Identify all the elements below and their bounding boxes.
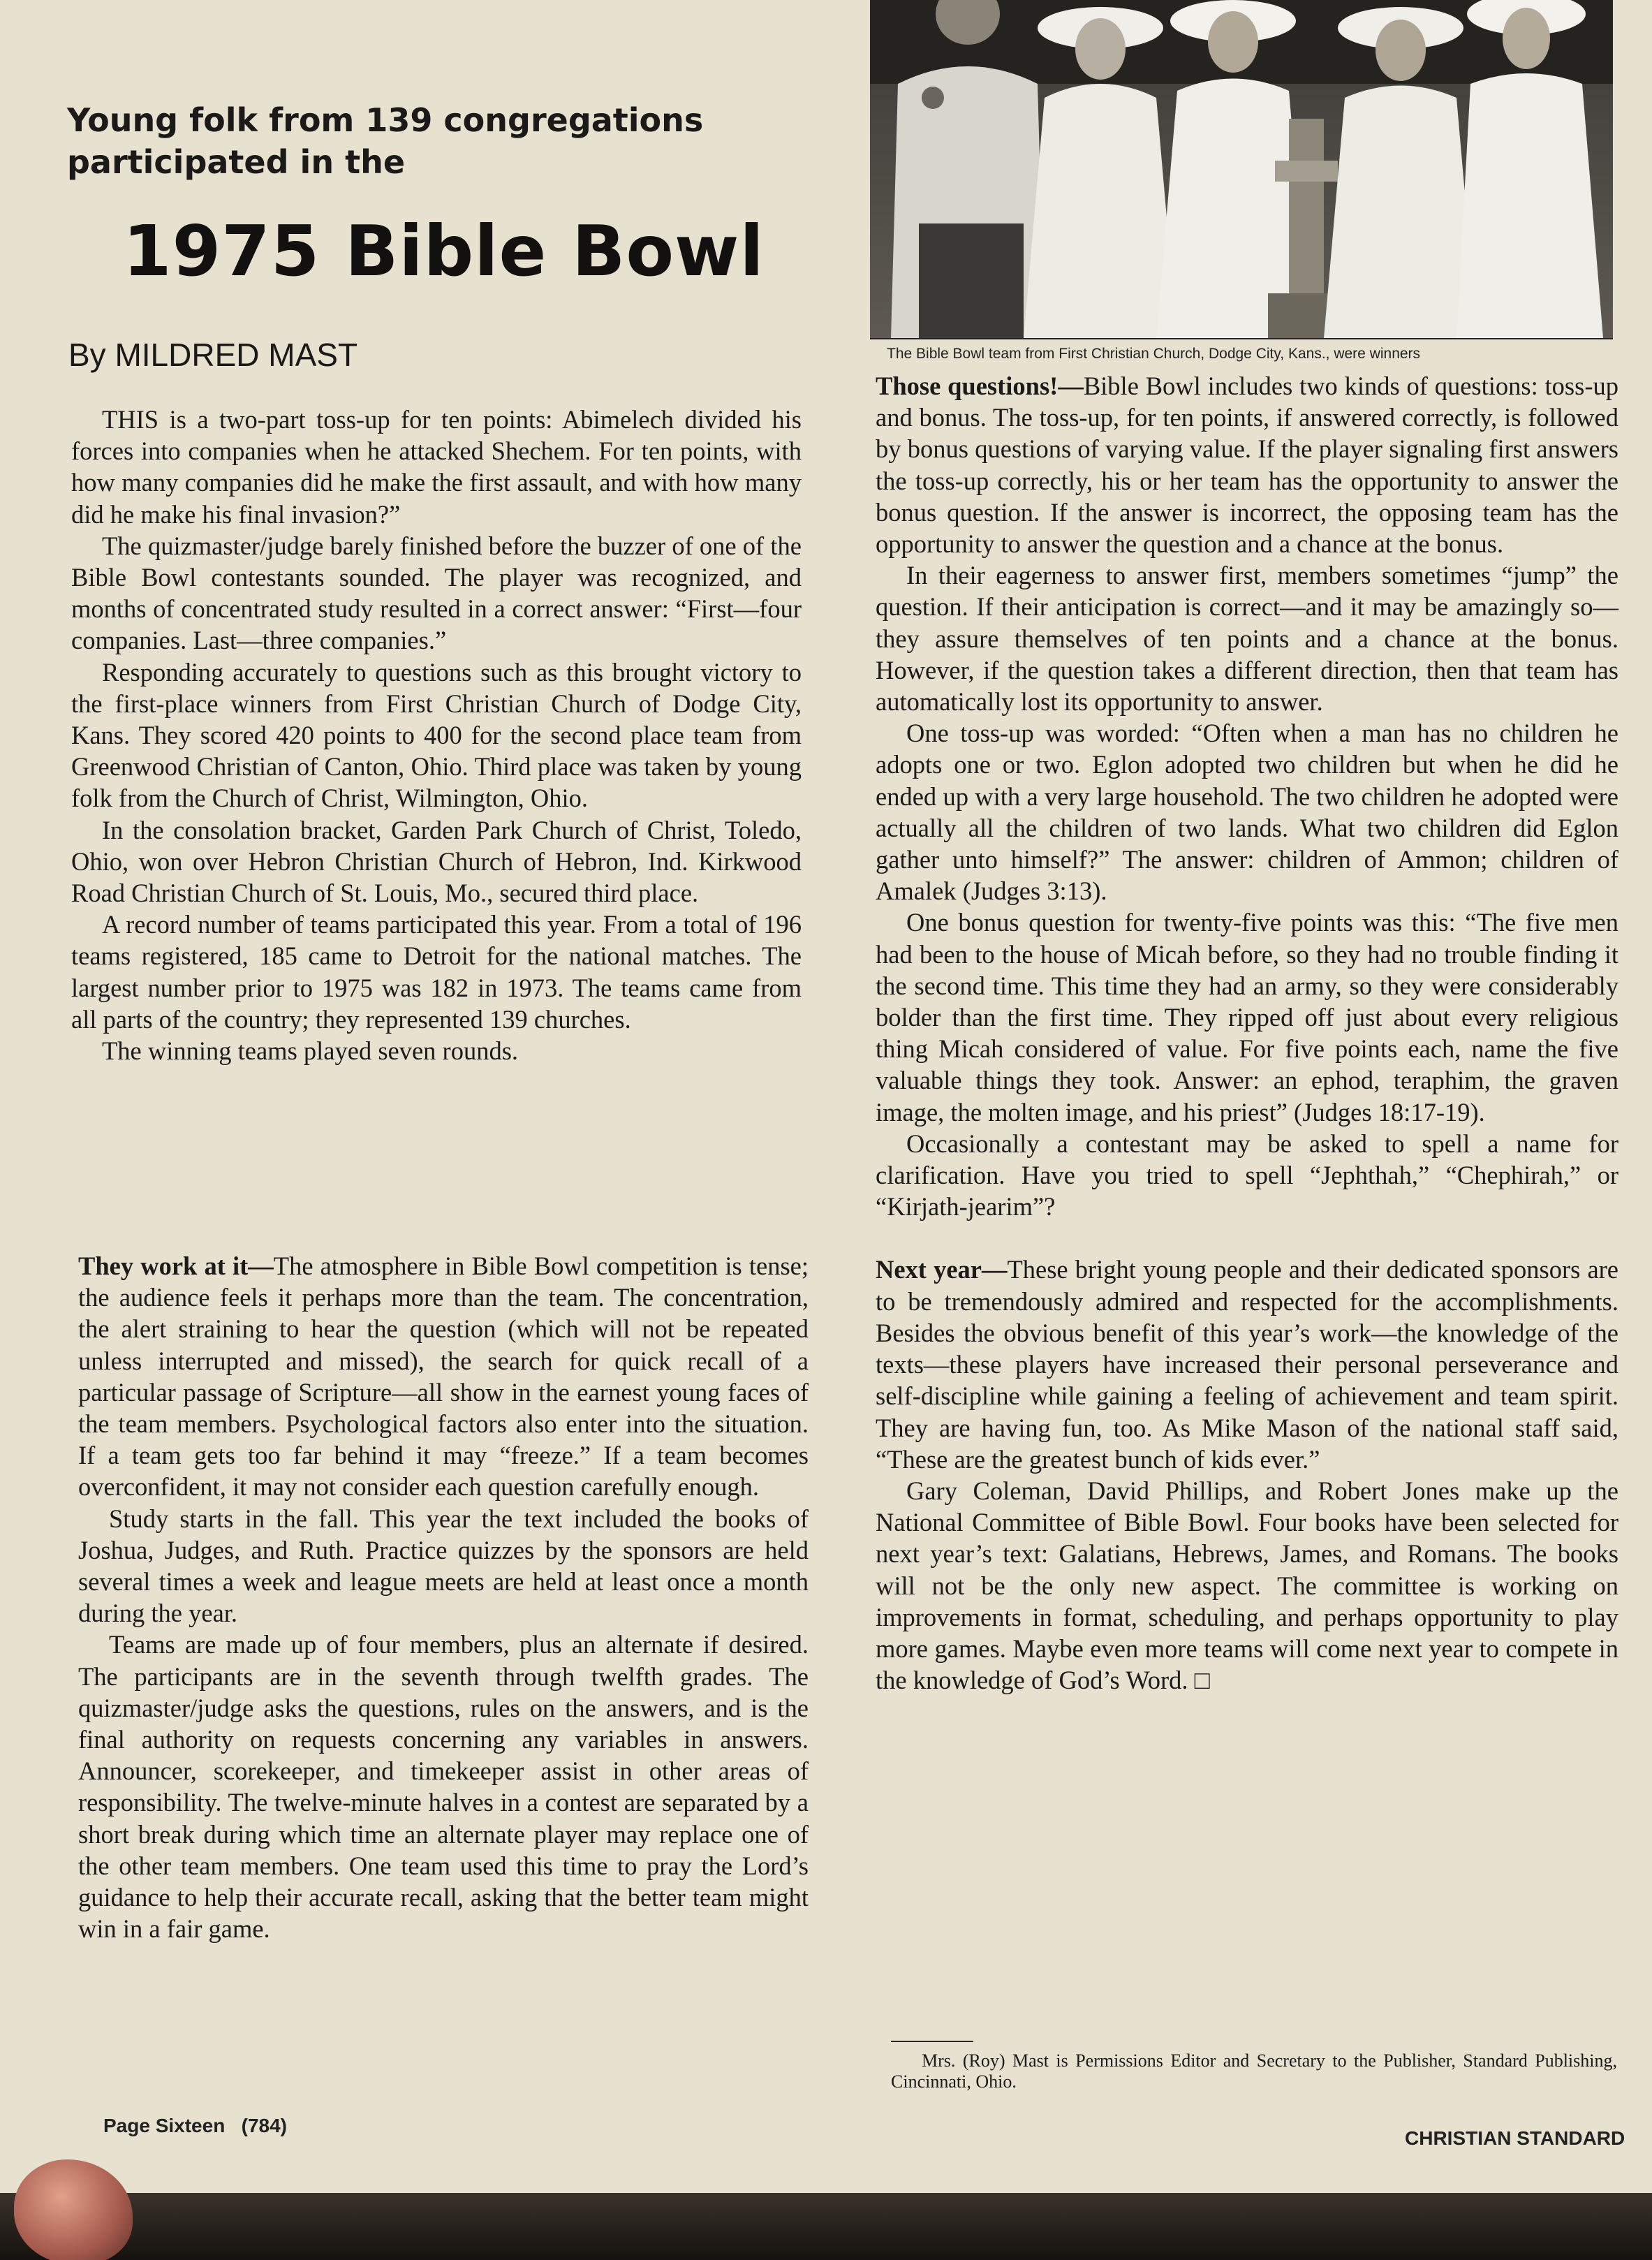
section-gap — [876, 1222, 1618, 1254]
section-paragraph — [876, 1254, 1618, 1474]
section-heading: Next year— — [876, 1255, 1008, 1284]
section-paragraph — [876, 370, 1618, 559]
left-column-intro — [71, 404, 802, 1066]
right-column — [876, 370, 1618, 1696]
section-heading: They work at it— — [78, 1252, 274, 1280]
paragraph: THIS is a two-part toss-up for ten points: Abimelech divided his forces into companies when he attacked Shechem. For ten points, with how many companies did he make the first assault, and with how many did he make his final invasion?” — [71, 405, 802, 529]
paragraph: Teams are made up of four members, plus an alternate if desired. The participants are in the seventh through twelfth grades. The quizmaster/judge asks the questions, rules on the answers, and is the final authority on requests concerning any variables in answers. Announcer, scorekeeper, and timekeeper assist in other areas of responsibility. The twelve-minute halves in a contest are separated by a short break during which time an alternate player may replace one of the other team members. One team used this time to pray the Lord’s guidance to help their accurate recall, asking that the better team might win in a fair game. — [78, 1630, 809, 1944]
page-edge-shadow — [0, 2193, 1652, 2260]
page-number: Page Sixteen (784) — [103, 2115, 288, 2136]
paragraph: Study starts in the fall. This year the text included the books of Joshua, Judges, and Ruth. Practice quizzes by the sponsors are held several times a week and league meets are held at least once a month during the year. — [78, 1504, 809, 1628]
paragraph: The quizmaster/judge barely finished before the buzzer of one of the Bible Bowl contestants sounded. The player was recognized, and months of concentrated study resulted in a correct answer: “First—four companies. Last—three companies.” — [71, 531, 802, 655]
paragraph: In their eagerness to answer first, members sometimes “jump” the question. If their anticipation is correct—and it may be amazingly so—they assure themselves of ten points and a chance at the bonus. However, if the question takes a different direction, then that team has automatically lost its opportunity to answer. — [876, 561, 1618, 717]
section-heading: Those questions!— — [876, 372, 1084, 400]
team-photo — [870, 0, 1613, 339]
article-kicker: Young folk from 139 congregations participated in the — [67, 101, 704, 181]
paragraph: Gary Coleman, David Phillips, and Robert Jones make up the National Committee of Bible Bowl. Four books have been selected for next year’s text: Galatians, Hebrews, James, and Romans. The books will not be the only new aspect. The committee is working on improvements in format, scheduling, and perhaps opportunity to play more games. Maybe even more teams will come next year to compete in the knowledge of God’s Word. □ — [876, 1476, 1618, 1695]
paragraph: One toss-up was worded: “Often when a man has no children he adopts one or two. Eglon adopted two children but when he did he ended up with a very large household. The two children he adopted were actually all the children of two lands. What two children did Eglon gather unto himself?” The answer: children of Ammon; children of Amalek (Judges 3:13). — [876, 719, 1618, 906]
publication-name: CHRISTIAN STANDARD — [1405, 2127, 1625, 2149]
byline: By MILDRED MAST — [68, 337, 358, 373]
section-text: The atmosphere in Bible Bowl competition is tense; the audience feels it perhaps more than the team. The concentration, the alert straining to hear the question (which will not be repeated unless interrupted and missed), the search for quick recall of a particular passage of Scripture—all show in the earnest young faces of the team members. Psychological factors also enter into the situation. If a team gets too far behind it may “freeze.” If a team becomes overconfident, it may not consider each question carefully enough. — [78, 1252, 809, 1502]
paragraph: In the consolation bracket, Garden Park Church of Christ, Toledo, Ohio, won over Hebron Christian Church of Hebron, Ind. Kirkwood Road Christian Church of St. Louis, Mo., secured third place. — [71, 815, 802, 908]
left-column-they-work — [78, 1250, 809, 1944]
section-paragraph — [78, 1250, 809, 1503]
section-text: Bible Bowl includes two kinds of questions: toss-up and bonus. The toss-up, for ten points, if answered correctly, is followed by bonus questions of varying value. If the player signaling first answers the toss-up correctly, his or her team has the opportunity to answer the bonus question. If the answer is incorrect, the opposing team has the opportunity to answer the question and a chance at the bonus. — [876, 372, 1618, 559]
paragraph: One bonus question for twenty-five points was this: “The five men had been to the house of Micah before, so they had no trouble finding it the second time. This time they had an army, so they were considerably bolder than the first time. They ripped off just about every religious thing Micah considered of value. For five points each, name the five valuable things they took. Answer: an ephod, teraphim, the graven image, the molten image, and his priest” (Judges 18:17-19). — [876, 908, 1618, 1127]
paragraph: Occasionally a contestant may be asked to spell a name for clarification. Have you tried to spell “Jephthah,” “Chephirah,” or “Kirjath-jearim”? — [876, 1129, 1618, 1221]
section-text: These bright young people and their dedicated sponsors are to be tremendously admired and respected for the accomplishments. Besides the obvious benefit of this year’s work—the knowledge of the texts—these players have increased their personal perseverance and self-discipline while gaining a feeling of achievement and team spirit. They are having fun, too. As Mike Mason of the national staff said, “These are the greatest bunch of kids ever.” — [876, 1255, 1618, 1474]
article-title: 1975 Bible Bowl — [123, 210, 765, 292]
paragraph: Responding accurately to questions such as this brought victory to the first-place winners from First Christian Church of Dodge City, Kans. They scored 420 points to 400 for the second place team from Greenwood Christian of Canton, Ohio. Third place was taken by young folk from the Church of Christ, Wilmington, Ohio. — [71, 657, 802, 813]
photo-caption: The Bible Bowl team from First Christian Church, Dodge City, Kans., were winners — [887, 346, 1421, 362]
author-footnote: Mrs. (Roy) Mast is Permissions Editor and Secretary to the Publisher, Standard Publishing, Cincinnati, Ohio. — [891, 2050, 1617, 2092]
thumb — [14, 2159, 133, 2260]
paragraph: The winning teams played seven rounds. — [102, 1036, 519, 1066]
paragraph: A record number of teams participated this year. From a total of 196 teams registered, 185 came to Detroit for the national matches. The largest number prior to 1975 was 182 in 1973. The teams came from all parts of the country; they represented 139 churches. — [71, 910, 802, 1034]
team-photo-illustration — [870, 0, 1613, 338]
footnote-rule — [891, 2041, 973, 2042]
